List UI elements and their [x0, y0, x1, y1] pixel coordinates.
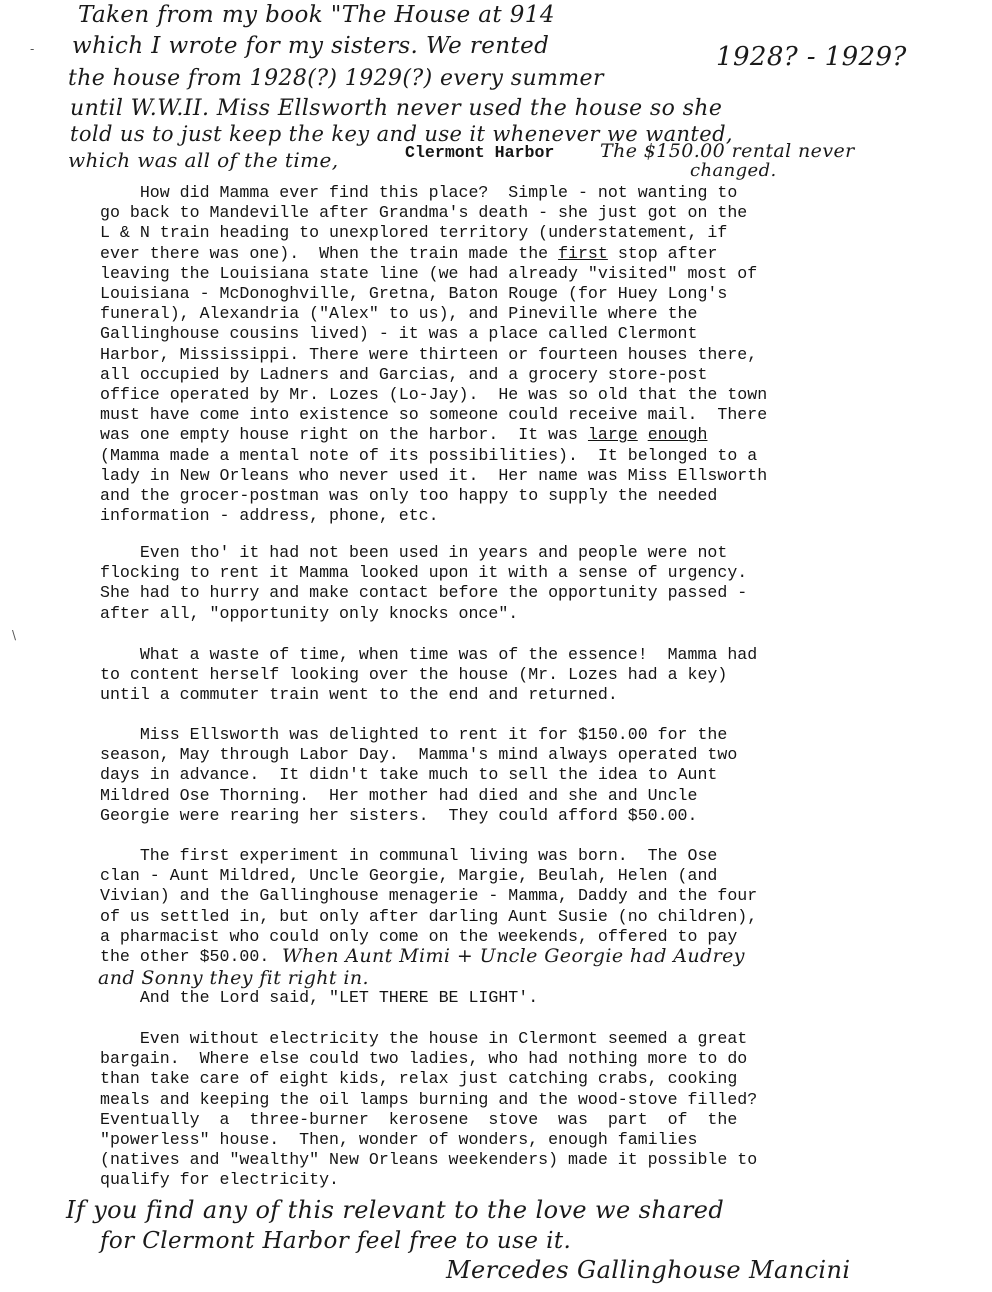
- p1-line-4-text: ever there was one). When the train made the: [100, 243, 559, 263]
- p1-line-14: (Mamma made a mental note of its possibilities). It belonged to a: [100, 445, 758, 465]
- handwritten-rental-note-2: changed.: [690, 160, 777, 181]
- p1-line-9: Harbor, Mississippi. There were thirteen or fourteen houses there,: [100, 344, 758, 364]
- document-title: Clermont Harbor: [405, 143, 555, 162]
- handwritten-footer-line-2: for Clermont Harbor feel free to use it.: [100, 1228, 572, 1254]
- p4-line-3: days in advance. It didn't take much to sell the idea to Aunt: [100, 765, 718, 785]
- underlined-enough: enough: [647, 425, 708, 445]
- p6-line-4: meals and keeping the oil lamps burning and the wood-stove filled?: [100, 1089, 758, 1109]
- p1-line-4-tail: stop after: [607, 243, 718, 263]
- p1-line-11: office operated by Mr. Lozes (Lo-Jay). He was so old that the town: [100, 385, 768, 405]
- p1-line-13: [100, 425, 900, 445]
- p1-line-7: funeral), Alexandria ("Alex" to us), and Pineville where the: [100, 304, 698, 324]
- p6-line-2: bargain. Where else could two ladies, who had nothing more to do: [100, 1049, 748, 1069]
- handwritten-signature: Mercedes Gallinghouse Mancini: [446, 1256, 851, 1284]
- p1-line-13-space: [638, 425, 648, 444]
- p6-line-6: "powerless" house. Then, wonder of wonders, enough families: [100, 1130, 698, 1150]
- margin-tick-mark: \: [12, 628, 17, 642]
- p2-line-1: Even tho' it had not been used in years and people were not: [100, 543, 728, 562]
- paragraph-3: [100, 645, 900, 706]
- handwritten-insert-line-2: and Sonny they fit right in.: [98, 967, 369, 989]
- underlined-first: first: [558, 243, 608, 263]
- p4-line-2: season, May through Labor Day. Mamma's mind always operated two: [100, 745, 738, 765]
- p4-line-5: Georgie were rearing her sisters. They could afford $50.00.: [100, 805, 698, 825]
- paragraph-2: [100, 543, 900, 624]
- p6-line-3: than take care of eight kids, relax just catching crabs, cooking: [100, 1069, 738, 1089]
- p1-line-5: leaving the Louisiana state line (we had already "visited" most of: [100, 263, 758, 283]
- p1-line-3: L & N train heading to unexplored territory (understatement, if: [100, 223, 728, 243]
- handwritten-header-line-4: until W.W.II. Miss Ellsworth never used the house so she: [70, 96, 723, 121]
- handwritten-footer-line-1: If you find any of this relevant to the love we shared: [66, 1196, 725, 1224]
- p2-line-3: She had to hurry and make contact before the opportunity passed -: [100, 583, 748, 603]
- handwritten-header-line-1: Taken from my book "The House at 914: [78, 2, 555, 28]
- p5-line-3: Vivian) and the Gallinghouse menagerie - Mamma, Daddy and the four: [100, 886, 758, 906]
- paragraph-6: [100, 1029, 900, 1191]
- p1-line-13-text: was one empty house right on the harbor. It was: [100, 425, 588, 445]
- p5-line-2: clan - Aunt Mildred, Uncle Georgie, Margie, Beulah, Helen (and: [100, 866, 718, 886]
- p1-line-2: go back to Mandeville after Grandma's death - she just got on the: [100, 203, 748, 223]
- p1-line-4: [100, 244, 900, 264]
- handwritten-insert-line-1: When Aunt Mimi + Uncle Georgie had Audrey: [282, 945, 745, 967]
- p2-line-2: flocking to rent it Mamma looked upon it with a sense of urgency.: [100, 563, 748, 583]
- underlined-large: large: [587, 425, 638, 445]
- p1-line-6: Louisiana - McDonoghville, Gretna, Baton Rouge (for Huey Long's: [100, 284, 728, 304]
- paragraph-4: [100, 725, 900, 826]
- p1-line-15: lady in New Orleans who never used it. Her name was Miss Ellsworth: [100, 465, 768, 485]
- p6-line-1: Even without electricity the house in Clermont seemed a great: [100, 1029, 748, 1048]
- handwritten-header-line-5: told us to just keep the key and use it whenever we wanted,: [70, 122, 734, 146]
- margin-dash-mark: -: [30, 42, 35, 56]
- p5-line-1: The first experiment in communal living was born. The Ose: [100, 846, 718, 865]
- handwritten-header-line-3: the house from 1928(?) 1929(?) every summer: [68, 66, 604, 91]
- handwritten-rental-note-1: The $150.00 rental never: [600, 140, 855, 162]
- p3-line-3: until a commuter train went to the end and returned.: [100, 685, 618, 705]
- p1-line-17: information - address, phone, etc.: [100, 506, 439, 526]
- p1-line-1: How did Mamma ever find this place? Simple - not wanting to: [100, 183, 738, 202]
- p3-line-1: What a waste of time, when time was of the essence! Mamma had: [100, 645, 758, 664]
- p5-line-4: of us settled in, but only after darling Aunt Susie (no children),: [100, 906, 758, 926]
- p3-line-2: to content herself looking over the house (Mr. Lozes had a key): [100, 665, 728, 685]
- p5-line-5: a pharmacist who could only come on the weekends, offered to pay: [100, 926, 738, 946]
- handwritten-dates-note: 1928? - 1929?: [716, 42, 907, 72]
- p5-line-6: the other $50.00.: [100, 947, 270, 967]
- p4-line-1: Miss Ellsworth was delighted to rent it for $150.00 for the: [100, 725, 728, 744]
- handwritten-header-line-2: which I wrote for my sisters. We rented: [72, 33, 550, 59]
- p6-line-5: Eventually a three-burner kerosene stove was part of the: [100, 1109, 738, 1129]
- p1-line-10: all occupied by Ladners and Garcias, and a grocery store-post: [100, 364, 708, 384]
- p1-line-12: must have come into existence so someone could receive mail. There: [100, 405, 768, 425]
- p6-line-8: qualify for electricity.: [100, 1170, 339, 1190]
- p4-line-4: Mildred Ose Thorning. Her mother had died and she and Uncle: [100, 785, 698, 805]
- paragraph-1: [100, 183, 900, 526]
- handwritten-header-line-6: which was all of the time,: [68, 148, 339, 172]
- p1-line-16: and the grocer-postman was only too happy to supply the needed: [100, 486, 718, 506]
- p1-line-8: Gallinghouse cousins lived) - it was a place called Clermont: [100, 324, 698, 344]
- p6-line-7: (natives and "wealthy" New Orleans weekenders) made it possible to: [100, 1150, 758, 1170]
- light-line: And the Lord said, "LET THERE BE LIGHT'.: [100, 988, 539, 1007]
- p2-line-4: after all, "opportunity only knocks once".: [100, 603, 519, 623]
